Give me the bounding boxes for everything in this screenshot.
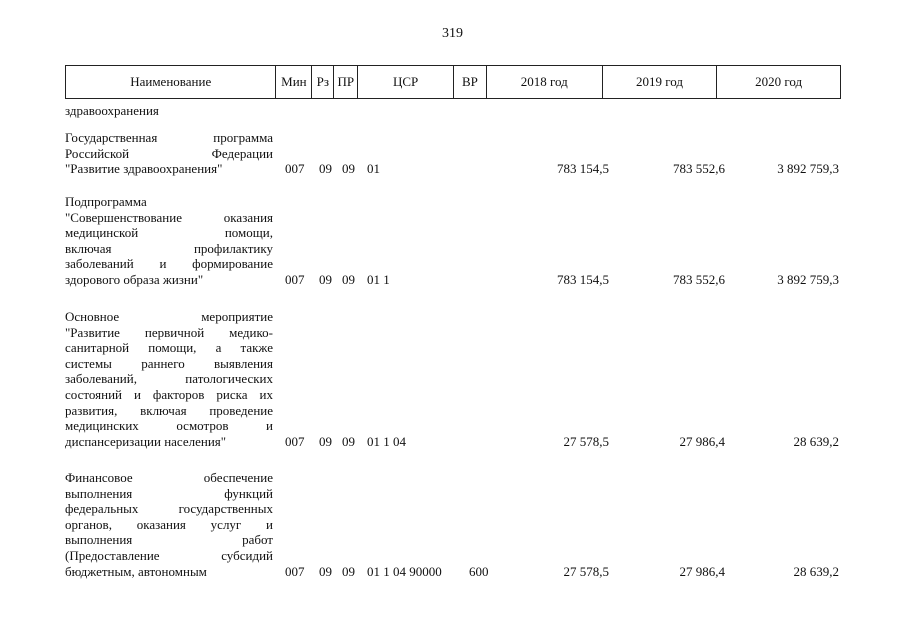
cell-y2020: 3 892 759,3 (777, 272, 839, 287)
row-name-line: (Предоставление субсидий (65, 547, 273, 563)
row-name-line: системы раннего выявления (65, 355, 273, 371)
row-name-line: включая профилактику (65, 240, 273, 256)
row-name-line: Основное мероприятие (65, 309, 273, 324)
cell-min: 007 (285, 161, 305, 177)
cell-y2018: 783 154,5 (557, 272, 609, 287)
header-name: Наименование (66, 66, 276, 98)
cell-csr: 01 1 (367, 272, 390, 287)
cell-y2018: 783 154,5 (557, 161, 609, 177)
cell-y2018: 27 578,5 (563, 433, 609, 449)
header-rz: Рз (312, 66, 334, 98)
header-2020: 2020 год (755, 74, 803, 89)
row-name-line: "Развитие первичной медико- (65, 324, 273, 340)
cell-pr: 09 (342, 161, 355, 177)
cell-csr: 01 1 04 (367, 433, 406, 449)
cell-y2020: 3 892 759,3 (777, 161, 839, 177)
cell-rz: 09 (319, 161, 332, 177)
row-name-line: развития, включая проведение (65, 402, 273, 418)
row-name-line: "Развитие здравоохранения" (65, 161, 223, 177)
cell-y2020: 28 639,2 (793, 563, 839, 579)
row-name (65, 309, 273, 449)
cell-pr: 09 (342, 433, 355, 449)
cell-y2018: 27 578,5 (563, 563, 609, 579)
row-name-line: Финансовое обеспечение (65, 470, 273, 485)
continuation-text: здравоохранения (65, 103, 159, 118)
cell-pr: 09 (342, 563, 355, 579)
header-vr: ВР (454, 66, 487, 98)
row-name-line: бюджетным, автономным (65, 563, 207, 579)
row-name-line: состояний и факторов риска их (65, 386, 273, 402)
cell-y2019: 783 552,6 (673, 161, 725, 177)
cell-y2019: 27 986,4 (679, 563, 725, 579)
row-values (65, 434, 841, 450)
cell-pr: 09 (342, 272, 355, 287)
row-name-line: заболеваний и формирование (65, 256, 273, 272)
row-name-line: "Совершенствование оказания (65, 209, 273, 225)
row-name-line: органов, оказания услуг и (65, 516, 273, 532)
row-name-line: Государственная программа (65, 130, 273, 145)
header-2019: 2019 год (603, 66, 718, 98)
cell-vr: 600 (469, 563, 489, 579)
cell-min: 007 (285, 563, 305, 579)
cell-y2020: 28 639,2 (793, 433, 839, 449)
row-values (65, 161, 841, 177)
table-header (65, 65, 841, 99)
row-name-line: медицинской помощи, (65, 225, 273, 241)
row-name-line: Российской Федерации (65, 145, 273, 161)
row-name-line: медицинских осмотров и (65, 418, 273, 434)
header-csr: ЦСР (358, 66, 454, 98)
row-values (65, 272, 841, 288)
header-min: Мин (276, 66, 312, 98)
row-name-line: федеральных государственных (65, 501, 273, 517)
row-name-line: диспансеризации населения" (65, 433, 227, 449)
cell-y2019: 783 552,6 (673, 272, 725, 287)
cell-csr: 01 (367, 161, 380, 177)
row-name-line: выполнения работ (65, 532, 273, 548)
page-number: 319 (442, 26, 463, 41)
row-name-line: выполнения функций (65, 485, 273, 501)
header-2018: 2018 год (487, 66, 603, 98)
cell-rz: 09 (319, 272, 332, 287)
row-name-line: здорового образа жизни" (65, 271, 204, 287)
row-name-line: заболеваний, патологических (65, 371, 273, 387)
cell-y2019: 27 986,4 (679, 433, 725, 449)
cell-min: 007 (285, 433, 305, 449)
header-pr: ПР (334, 66, 358, 98)
row-name-line: санитарной помощи, а также (65, 340, 273, 356)
row-name-line: Подпрограмма (65, 194, 147, 209)
cell-rz: 09 (319, 433, 332, 449)
cell-rz: 09 (319, 563, 332, 579)
cell-min: 007 (285, 272, 305, 287)
cell-csr: 01 1 04 90000 (367, 563, 442, 579)
row-values (65, 564, 841, 580)
